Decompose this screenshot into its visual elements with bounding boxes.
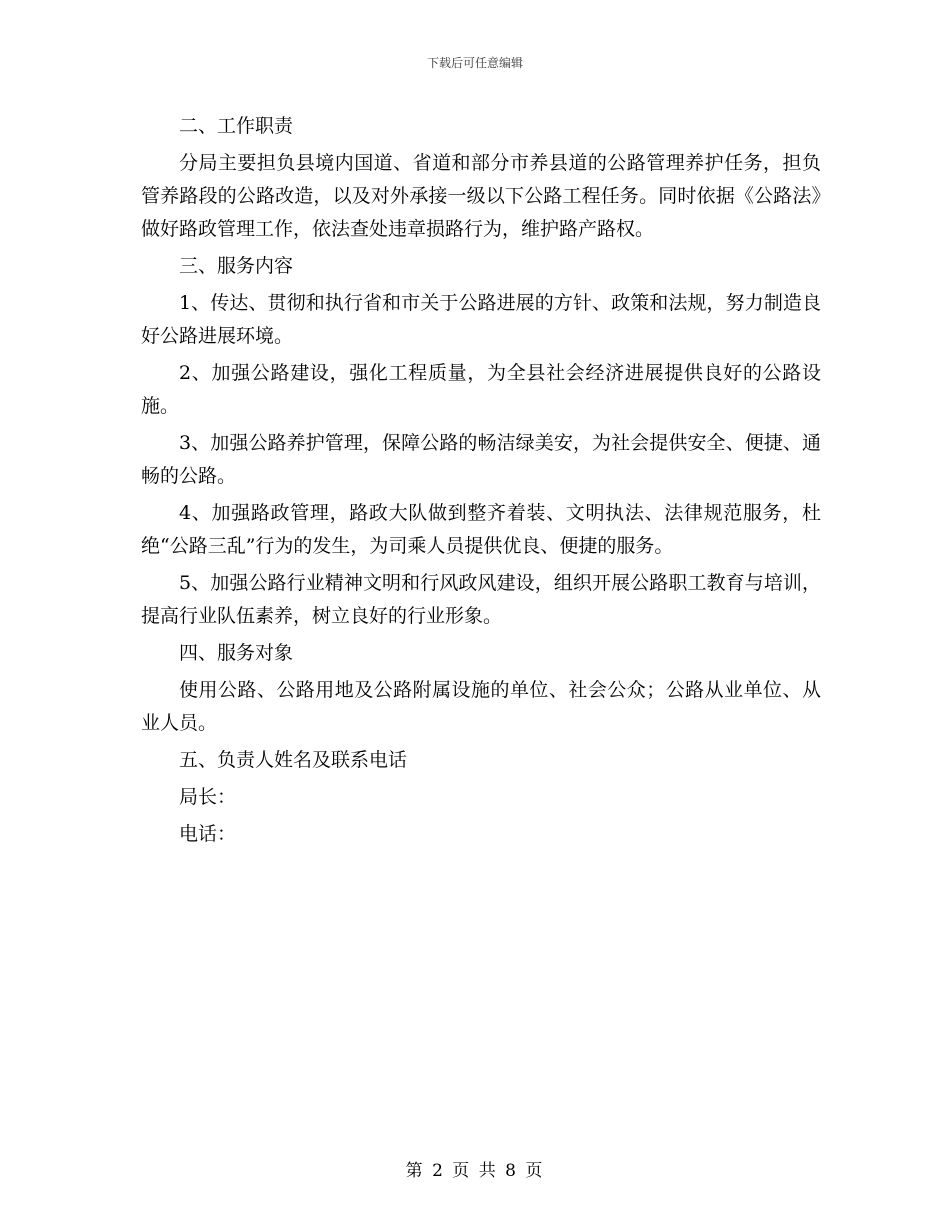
service-item-2: 2、加强公路建设，强化工程质量，为全县社会经济进展提供良好的公路设施。 xyxy=(141,362,821,417)
section-heading-contact: 五、负责人姓名及联系电话 xyxy=(179,749,408,771)
service-item-5: 5、加强公路行业精神文明和行风政风建设，组织开展公路职工教育与培训，提高行业队伍素养，树立良好的行业形象。 xyxy=(141,572,821,627)
paragraph-targets: 使用公路、公路用地及公路附属设施的单位、社会公众；公路从业单位、从业人员。 xyxy=(141,679,821,734)
document-body xyxy=(141,110,821,851)
contact-director: 局长： xyxy=(179,786,237,808)
service-item-1: 1、传达、贯彻和执行省和市关于公路进展的方针、政策和法规，努力制造良好公路进展环境。 xyxy=(141,292,821,347)
service-item-3: 3、加强公路养护管理，保障公路的畅洁绿美安，为社会提供安全、便捷、通畅的公路。 xyxy=(141,432,821,487)
paragraph-duties: 分局主要担负县境内国道、省道和部分市养县道的公路管理养护任务，担负管养路段的公路改造，以及对外承接一级以下公路工程任务。同时依据《公路法》做好路政管理工作，依法查处违章损路行为，维护路产路权。 xyxy=(141,152,821,240)
contact-phone: 电话： xyxy=(179,823,237,845)
service-item-4: 4、加强路政管理，路政大队做到整齐着装、文明执法、法律规范服务，杜绝“公路三乱”行为的发生，为司乘人员提供优良、便捷的服务。 xyxy=(141,502,821,557)
section-heading-duties: 二、工作职责 xyxy=(179,115,294,137)
section-heading-targets: 四、服务对象 xyxy=(179,642,294,664)
page-header-note: 下载后可任意编辑 xyxy=(426,56,523,70)
section-heading-services: 三、服务内容 xyxy=(179,255,294,277)
page-number: 第 2 页 共 8 页 xyxy=(405,1161,545,1181)
